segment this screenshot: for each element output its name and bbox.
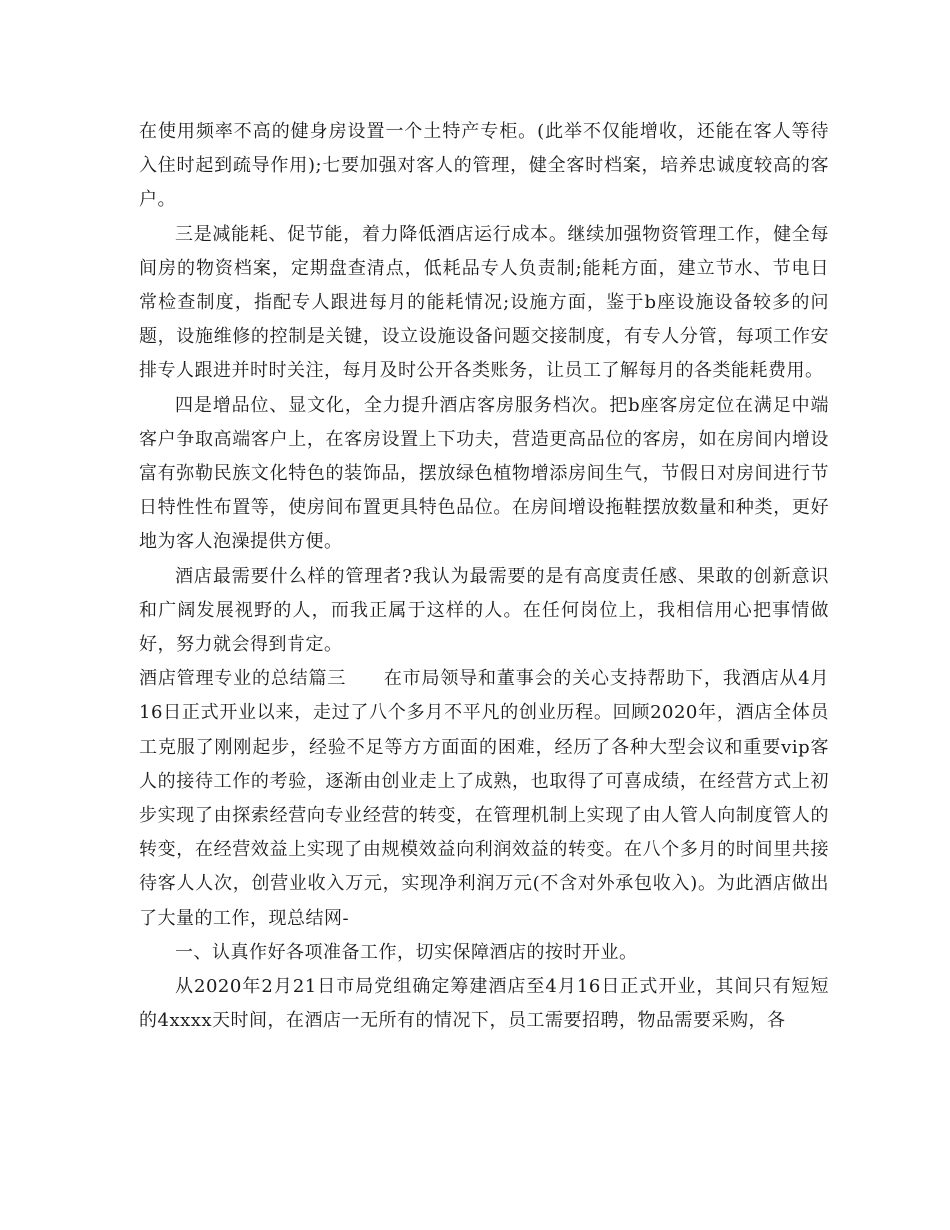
paragraph-5: 酒店管理专业的总结篇三 在市局领导和董事会的关心支持帮助下，我酒店从4月16日正式开业以来，走过了八个多月不平凡的创业历程。回顾2020年，酒店全体员工克服了刚刚起步，经验不足等方方面面的困难，经历了各种大型会议和重要vip客人的接待工作的考验，逐渐由创业走上了成熟，也取得了可喜成绩，在经营方式上初步实现了由探索经营向专业经营的转变，在管理机制上实现了由人管人向制度管人的转变，在经营效益上实现了由规模效益向利润效益的转变。在八个多月的时间里共接待客人人次，创营业收入万元，实现净利润万元(不含对外承包收入)。为此酒店做出了大量的工作，现总结网- (139, 668, 829, 929)
document-body (139, 115, 829, 1038)
paragraph-6: 一、认真作好各项准备工作，切实保障酒店的按时开业。 (175, 941, 638, 963)
paragraph-7: 从2020年2月21日市局党组确定筹建酒店至4月16日正式开业，其间只有短短的4xxxx天时间，在酒店一无所有的情况下，员工需要招聘，物品需要采购，各 (139, 976, 829, 1032)
paragraph-2: 三是减能耗、促节能，着力降低酒店运行成本。继续加强物资管理工作，健全每间房的物资档案，定期盘查清点，低耗品专人负责制;能耗方面，建立节水、节电日常检查制度，指配专人跟进每月的能耗情况;设施方面，鉴于b座设施设备较多的问题，设施维修的控制是关键，设立设施设备问题交接制度，有专人分管，每项工作安排专人跟进并时时关注，每月及时公开各类账务，让员工了解每月的各类能耗费用。 (139, 223, 829, 382)
paragraph-1: 在使用频率不高的健身房设置一个土特产专柜。(此举不仅能增收，还能在客人等待入住时起到疏导作用);七要加强对客人的管理，健全客时档案，培养忠诚度较高的客户。 (139, 121, 829, 211)
paragraph-4: 酒店最需要什么样的管理者?我认为最需要的是有高度责任感、果敢的创新意识和广阔发展视野的人，而我正属于这样的人。在任何岗位上，我相信用心把事情做好，努力就会得到肯定。 (139, 565, 829, 656)
paragraph-3: 四是增品位、显文化，全力提升酒店客房服务档次。把b座客房定位在满足中端客户争取高端客户上，在客房设置上下功夫，营造更高品位的客房，如在房间内增设富有弥勒民族文化特色的装饰品，摆放绿色植物增添房间生气，节假日对房间进行节日特性性布置等，使房间布置更具特色品位。在房间增设拖鞋摆放数量和种类，更好地为客人泡澡提供方便。 (139, 394, 829, 553)
